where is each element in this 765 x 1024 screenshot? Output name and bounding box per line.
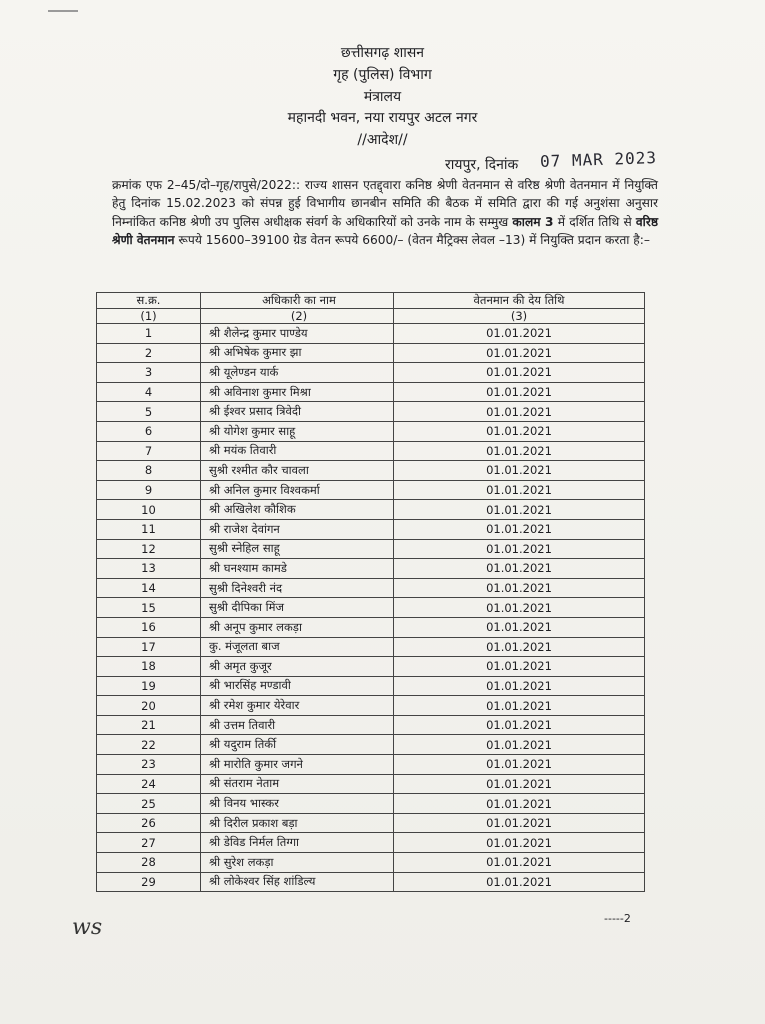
serial-cell: 6: [97, 421, 201, 441]
col-header-serial: स.क्र.: [97, 293, 201, 309]
pay-date-cell: 01.01.2021: [394, 813, 645, 833]
table-row: [97, 441, 645, 461]
pay-date-cell: 01.01.2021: [394, 794, 645, 814]
serial-cell: 5: [97, 402, 201, 422]
table-row: [97, 324, 645, 344]
serial-cell: 24: [97, 774, 201, 794]
pay-date-cell: 01.01.2021: [394, 578, 645, 598]
pay-date-cell: 01.01.2021: [394, 676, 645, 696]
pay-date-cell: 01.01.2021: [394, 421, 645, 441]
pay-date-cell: 01.01.2021: [394, 715, 645, 735]
table-row: [97, 755, 645, 775]
table-row: [97, 617, 645, 637]
serial-cell: 4: [97, 382, 201, 402]
pay-date-cell: 01.01.2021: [394, 833, 645, 853]
table-row: [97, 480, 645, 500]
officer-name-cell: श्री घनश्याम कामडे: [201, 559, 394, 579]
table-row: [97, 421, 645, 441]
officer-name-cell: श्री विनय भास्कर: [201, 794, 394, 814]
serial-cell: 15: [97, 598, 201, 618]
pay-date-cell: 01.01.2021: [394, 559, 645, 579]
place-date-label: रायपुर, दिनांक: [445, 157, 519, 173]
serial-cell: 9: [97, 480, 201, 500]
serial-cell: 3: [97, 363, 201, 383]
serial-cell: 27: [97, 833, 201, 853]
serial-cell: 21: [97, 715, 201, 735]
order-text-part1: क्रमांक एफ 2–45/दो–गृह/रापुसे/2022:: राज्य शासन एतद्द्वारा कनिष्ठ श्रेणी वेतनमान से वरिष्ठ श्रेणी वेतनमान में नियुक्ति हेतु दिनांक 15.02.2023 को संपन्न हुई विभागीय छानबीन समिति की बैठक में समिति द्वारा की गई अनुशंसा अनुसार निम्नांकित कनिष्ठ श्रेणी उप पुलिस अधीक्षक संवर्ग के अधिकारियों को उनके नाम के सम्मुख: [112, 178, 658, 229]
page-continuation-marker: -----2: [604, 912, 631, 925]
col-header-name: अधिकारी का नाम: [201, 293, 394, 309]
pay-date-cell: 01.01.2021: [394, 480, 645, 500]
officer-name-cell: सुश्री स्नेहिल साहू: [201, 539, 394, 559]
pay-date-cell: 01.01.2021: [394, 696, 645, 716]
pay-date-cell: 01.01.2021: [394, 324, 645, 344]
pay-date-cell: 01.01.2021: [394, 637, 645, 657]
pay-date-cell: 01.01.2021: [394, 774, 645, 794]
serial-cell: 17: [97, 637, 201, 657]
officer-name-cell: श्री अभिषेक कुमार झा: [201, 343, 394, 363]
handwritten-initials: ws: [72, 915, 103, 940]
serial-cell: 13: [97, 559, 201, 579]
serial-cell: 18: [97, 657, 201, 677]
officer-name-cell: श्री शैलेन्द्र कुमार पाण्डेय: [201, 324, 394, 344]
pay-date-cell: 01.01.2021: [394, 343, 645, 363]
pay-date-cell: 01.01.2021: [394, 382, 645, 402]
table-row: [97, 559, 645, 579]
office-address: महानदी भवन, नया रायपुर अटल नगर: [287, 110, 478, 126]
serial-cell: 7: [97, 441, 201, 461]
pay-date-cell: 01.01.2021: [394, 617, 645, 637]
serial-cell: 19: [97, 676, 201, 696]
pay-date-cell: 01.01.2021: [394, 657, 645, 677]
table-row: [97, 519, 645, 539]
officer-name-cell: श्री राजेश देवांगन: [201, 519, 394, 539]
officer-name-cell: श्री संतराम नेताम: [201, 774, 394, 794]
serial-cell: 10: [97, 500, 201, 520]
table-row: [97, 637, 645, 657]
table-row: [97, 833, 645, 853]
table-row: [97, 715, 645, 735]
officer-name-cell: श्री सुरेश लकड़ा: [201, 853, 394, 873]
officer-name-cell: श्री अखिलेश कौशिक: [201, 500, 394, 520]
pay-date-cell: 01.01.2021: [394, 539, 645, 559]
officer-name-cell: श्री अविनाश कुमार मिश्रा: [201, 382, 394, 402]
table-row: [97, 598, 645, 618]
department-name: गृह (पुलिस) विभाग: [333, 67, 432, 83]
officer-name-cell: सुश्री रश्मीत कौर चावला: [201, 461, 394, 481]
serial-cell: 14: [97, 578, 201, 598]
officer-name-cell: श्री यूलेण्डन यार्क: [201, 363, 394, 383]
pay-date-cell: 01.01.2021: [394, 461, 645, 481]
serial-cell: 23: [97, 755, 201, 775]
pay-date-cell: 01.01.2021: [394, 441, 645, 461]
officer-name-cell: श्री लोकेश्वर सिंह शांडिल्य: [201, 872, 394, 892]
officer-name-cell: श्री ईश्वर प्रसाद त्रिवेदी: [201, 402, 394, 422]
order-title: //आदेश//: [357, 132, 408, 148]
table-row: [97, 657, 645, 677]
pay-date-cell: 01.01.2021: [394, 755, 645, 775]
serial-cell: 8: [97, 461, 201, 481]
pay-date-cell: 01.01.2021: [394, 500, 645, 520]
table-row: [97, 853, 645, 873]
officer-name-cell: श्री अमृत कुजूर: [201, 657, 394, 677]
table-row: [97, 461, 645, 481]
table-row: [97, 735, 645, 755]
table-row: [97, 794, 645, 814]
serial-cell: 12: [97, 539, 201, 559]
col-subheader-3: (3): [394, 309, 645, 324]
serial-cell: 25: [97, 794, 201, 814]
order-text-part2: में दर्शित तिथि से: [557, 214, 632, 229]
officer-name-cell: श्री योगेश कुमार साहू: [201, 421, 394, 441]
table-row: [97, 539, 645, 559]
serial-cell: 2: [97, 343, 201, 363]
serial-cell: 1: [97, 324, 201, 344]
pay-date-cell: 01.01.2021: [394, 519, 645, 539]
serial-cell: 26: [97, 813, 201, 833]
serial-cell: 16: [97, 617, 201, 637]
table-row: [97, 578, 645, 598]
officer-name-cell: श्री अनिल कुमार विश्वकर्मा: [201, 480, 394, 500]
table-row: [97, 343, 645, 363]
table-row: [97, 382, 645, 402]
officer-name-cell: सुश्री दिनेश्वरी नंद: [201, 578, 394, 598]
pay-date-cell: 01.01.2021: [394, 598, 645, 618]
pay-date-cell: 01.01.2021: [394, 735, 645, 755]
col-subheader-2: (2): [201, 309, 394, 324]
officer-name-cell: सुश्री दीपिका मिंज: [201, 598, 394, 618]
pay-date-cell: 01.01.2021: [394, 872, 645, 892]
serial-cell: 11: [97, 519, 201, 539]
table-row: [97, 696, 645, 716]
officer-name-cell: श्री रमेश कुमार येरेवार: [201, 696, 394, 716]
officer-name-cell: श्री उत्तम तिवारी: [201, 715, 394, 735]
officer-name-cell: कु. मंजूलता बाज: [201, 637, 394, 657]
office-name: मंत्रालय: [363, 89, 402, 105]
order-text-bold-payscale: वरिष्ठ श्रेणी वेतनमान: [112, 214, 659, 247]
serial-cell: 20: [97, 696, 201, 716]
officer-name-cell: श्री मारोति कुमार जगने: [201, 755, 394, 775]
table-row: [97, 872, 645, 892]
table-row: [97, 363, 645, 383]
serial-cell: 29: [97, 872, 201, 892]
table-row: [97, 676, 645, 696]
table-row: [97, 402, 645, 422]
col-subheader-1: (1): [97, 309, 201, 324]
serial-cell: 22: [97, 735, 201, 755]
pay-date-cell: 01.01.2021: [394, 402, 645, 422]
serial-cell: 28: [97, 853, 201, 873]
order-text-bold-column: कालम 3: [512, 214, 554, 229]
table-row: [97, 500, 645, 520]
pay-date-cell: 01.01.2021: [394, 363, 645, 383]
officers-table: [96, 292, 645, 892]
table-row: [97, 774, 645, 794]
order-text: [112, 176, 658, 249]
officer-name-cell: श्री भारसिंह मण्डावी: [201, 676, 394, 696]
officer-name-cell: श्री दिरील प्रकाश बड़ा: [201, 813, 394, 833]
scan-mark: [48, 10, 78, 12]
govt-name: छत्तीसगढ़ शासन: [340, 45, 425, 61]
order-text-part3: रूपये 15600–39100 ग्रेड वेतन रूपये 6600/– (वेतन मैट्रिक्स लेवल –13) में नियुक्ति प्रदान करता है:–: [178, 232, 650, 247]
table-row: [97, 813, 645, 833]
officer-name-cell: श्री अनूप कुमार लकड़ा: [201, 617, 394, 637]
pay-date-cell: 01.01.2021: [394, 853, 645, 873]
officer-name-cell: श्री मयंक तिवारी: [201, 441, 394, 461]
officer-name-cell: श्री डेविड निर्मल तिग्गा: [201, 833, 394, 853]
col-header-date: वेतनमान की देय तिथि: [394, 293, 645, 309]
officer-name-cell: श्री यदुराम तिर्की: [201, 735, 394, 755]
date-stamp: 07 MAR 2023: [539, 147, 658, 172]
